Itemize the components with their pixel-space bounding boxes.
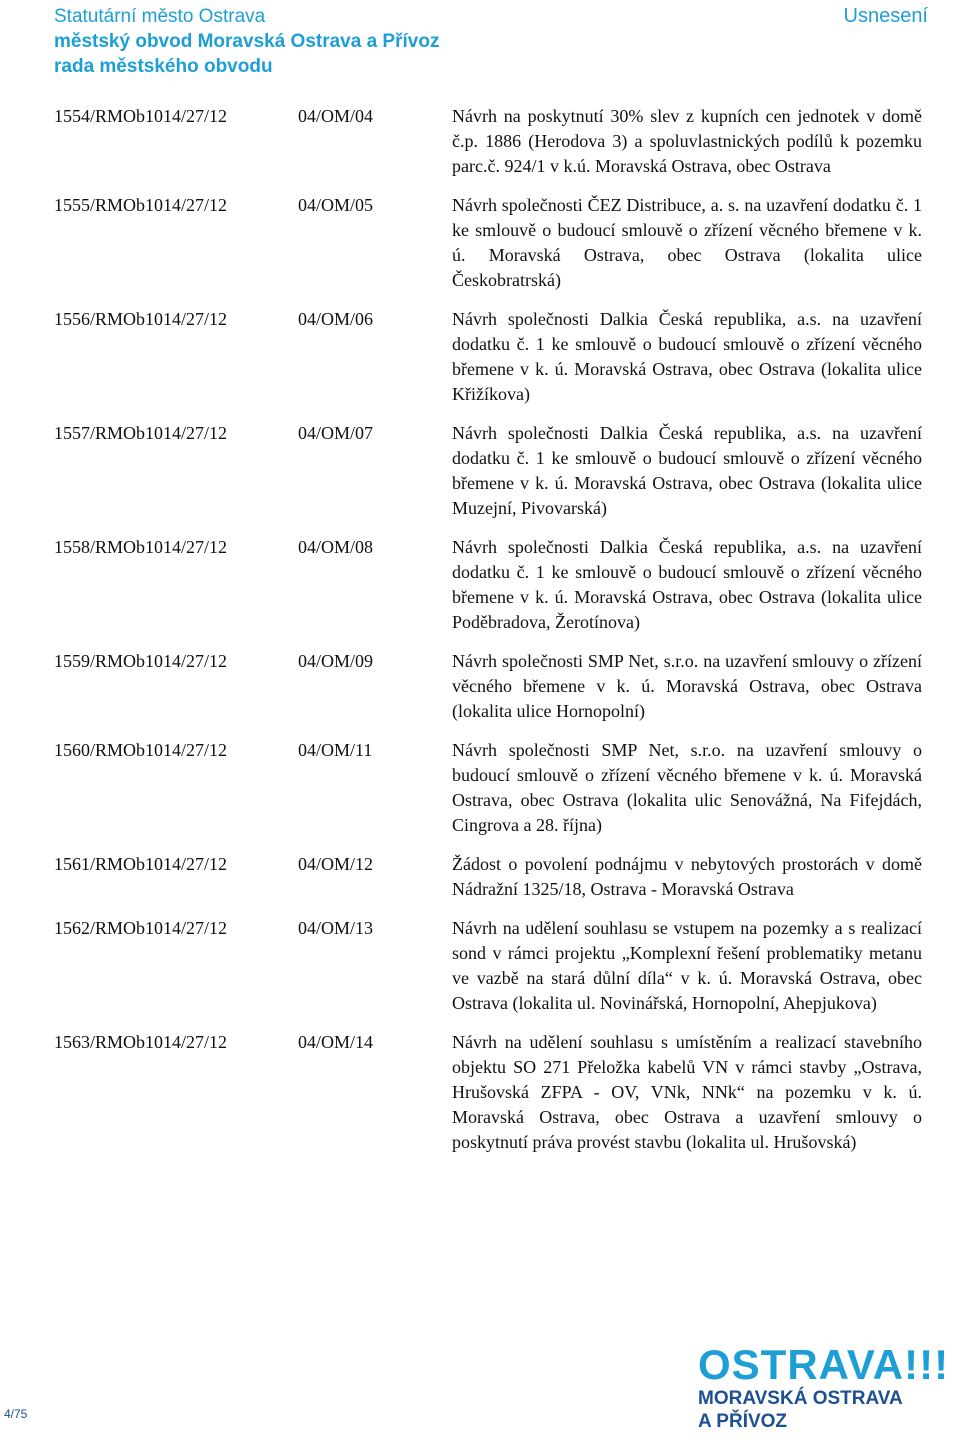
- resolution-code: 04/OM/08: [298, 537, 374, 557]
- resolution-text: Návrh společnosti Dalkia Česká republika, a.s. na uzavření dodatku č. 1 ke smlouvě o budoucí smlouvě o zřízení věcného břemene v k. ú. Moravská Ostrava, obec Ostrava (lokalita ulice Muzejní, Pivovarská): [452, 423, 922, 518]
- resolution-code: 04/OM/06: [298, 309, 374, 329]
- resolution-code: 04/OM/09: [298, 651, 374, 671]
- resolution-code: 04/OM/11: [298, 740, 373, 760]
- logo-wordmark: OSTRAVA!!!: [698, 1341, 950, 1388]
- resolution-entry: [54, 852, 922, 902]
- resolution-entry: [54, 1030, 922, 1155]
- resolution-code: 04/OM/14: [298, 1032, 374, 1052]
- resolution-number: 1561/RMOb1014/27/12: [54, 854, 228, 874]
- resolution-number: 1562/RMOb1014/27/12: [54, 918, 228, 938]
- resolution-number: 1556/RMOb1014/27/12: [54, 309, 228, 329]
- logo-district-line1: MORAVSKÁ OSTRAVA: [698, 1388, 903, 1409]
- resolution-entry: [54, 916, 922, 1016]
- resolution-number: 1563/RMOb1014/27/12: [54, 1032, 228, 1052]
- resolution-number: 1559/RMOb1014/27/12: [54, 651, 228, 671]
- resolution-code: 04/OM/07: [298, 423, 374, 443]
- resolution-number: 1560/RMOb1014/27/12: [54, 740, 228, 760]
- resolution-list: [54, 104, 922, 1169]
- header-city: Statutární město Ostrava: [54, 6, 266, 27]
- resolution-text: Návrh na poskytnutí 30% slev z kupních cen jednotek v domě č.p. 1886 (Herodova 3) a spoluvlastnických podílů k pozemku parc.č. 924/1 v k.ú. Moravská Ostrava, obec Ostrava: [452, 106, 922, 176]
- resolution-text: Návrh společnosti Dalkia Česká republika, a.s. na uzavření dodatku č. 1 ke smlouvě o budoucí smlouvě o zřízení věcného břemene v k. ú. Moravská Ostrava, obec Ostrava (lokalita ulice Křižíkova): [452, 309, 922, 404]
- header-council: rada městského obvodu: [54, 56, 273, 77]
- resolution-text: Návrh společnosti Dalkia Česká republika, a.s. na uzavření dodatku č. 1 ke smlouvě o budoucí smlouvě o zřízení věcného břemene v k. ú. Moravská Ostrava, obec Ostrava (lokalita ulice Poděbradova, Žerotínova): [452, 537, 922, 632]
- resolution-number: 1555/RMOb1014/27/12: [54, 195, 228, 215]
- resolution-entry: [54, 193, 922, 293]
- resolution-entry: [54, 738, 922, 838]
- resolution-text: Návrh společnosti SMP Net, s.r.o. na uzavření smlouvy o zřízení věcného břemene v k. ú. Moravská Ostrava, obec Ostrava (lokalita ulice Hornopolní): [452, 651, 922, 721]
- logo-district-line2: A PŘÍVOZ: [698, 1411, 788, 1432]
- document-header: [54, 4, 928, 84]
- resolution-entry: [54, 104, 922, 179]
- header-district: městský obvod Moravská Ostrava a Přívoz: [54, 31, 440, 52]
- resolution-text: Návrh společnosti SMP Net, s.r.o. na uzavření smlouvy o budoucí smlouvě o zřízení věcného břemene v k. ú. Moravská Ostrava, obec Ostrava (lokalita ulic Senovážná, Na Fifejdách, Cingrova a 28. října): [452, 740, 922, 835]
- resolution-number: 1557/RMOb1014/27/12: [54, 423, 228, 443]
- resolution-number: 1558/RMOb1014/27/12: [54, 537, 228, 557]
- resolution-entry: [54, 649, 922, 724]
- resolution-code: 04/OM/04: [298, 106, 374, 126]
- ostrava-logo: [698, 1343, 958, 1438]
- resolution-text: Žádost o povolení podnájmu v nebytových prostorách v domě Nádražní 1325/18, Ostrava - Moravská Ostrava: [452, 854, 922, 899]
- resolution-number: 1554/RMOb1014/27/12: [54, 106, 228, 126]
- resolution-code: 04/OM/13: [298, 918, 374, 938]
- resolution-text: Návrh společnosti ČEZ Distribuce, a. s. na uzavření dodatku č. 1 ke smlouvě o budoucí smlouvě o zřízení věcného břemene v k. ú. Moravská Ostrava, obec Ostrava (lokalita ulice Českobratrská): [452, 195, 922, 290]
- resolution-code: 04/OM/05: [298, 195, 374, 215]
- page-number: 4/75: [4, 1407, 28, 1421]
- resolution-entry: [54, 421, 922, 521]
- resolution-entry: [54, 307, 922, 407]
- resolution-code: 04/OM/12: [298, 854, 374, 874]
- resolution-text: Návrh na udělení souhlasu se vstupem na pozemky a s realizací sond v rámci projektu „Komplexní řešení problematiky metanu ve vazbě na stará důlní díla“ v k. ú. Moravská Ostrava, obec Ostrava (lokalita ul. Novinářská, Hornopolní, Ahepjukova): [452, 918, 922, 1013]
- resolution-text: Návrh na udělení souhlasu s umístěním a realizací stavebního objektu SO 271 Přeložka kabelů VN v rámci stavby „Ostrava, Hrušovská ZFPA - OV, VNk, NNk“ na pozemku v k. ú. Moravská Ostrava, obec Ostrava a uzavření smlouvy o poskytnutí práva provést stavbu (lokalita ul. Hrušovská): [452, 1032, 922, 1152]
- header-document-type: Usnesení: [843, 5, 928, 27]
- resolution-entry: [54, 535, 922, 635]
